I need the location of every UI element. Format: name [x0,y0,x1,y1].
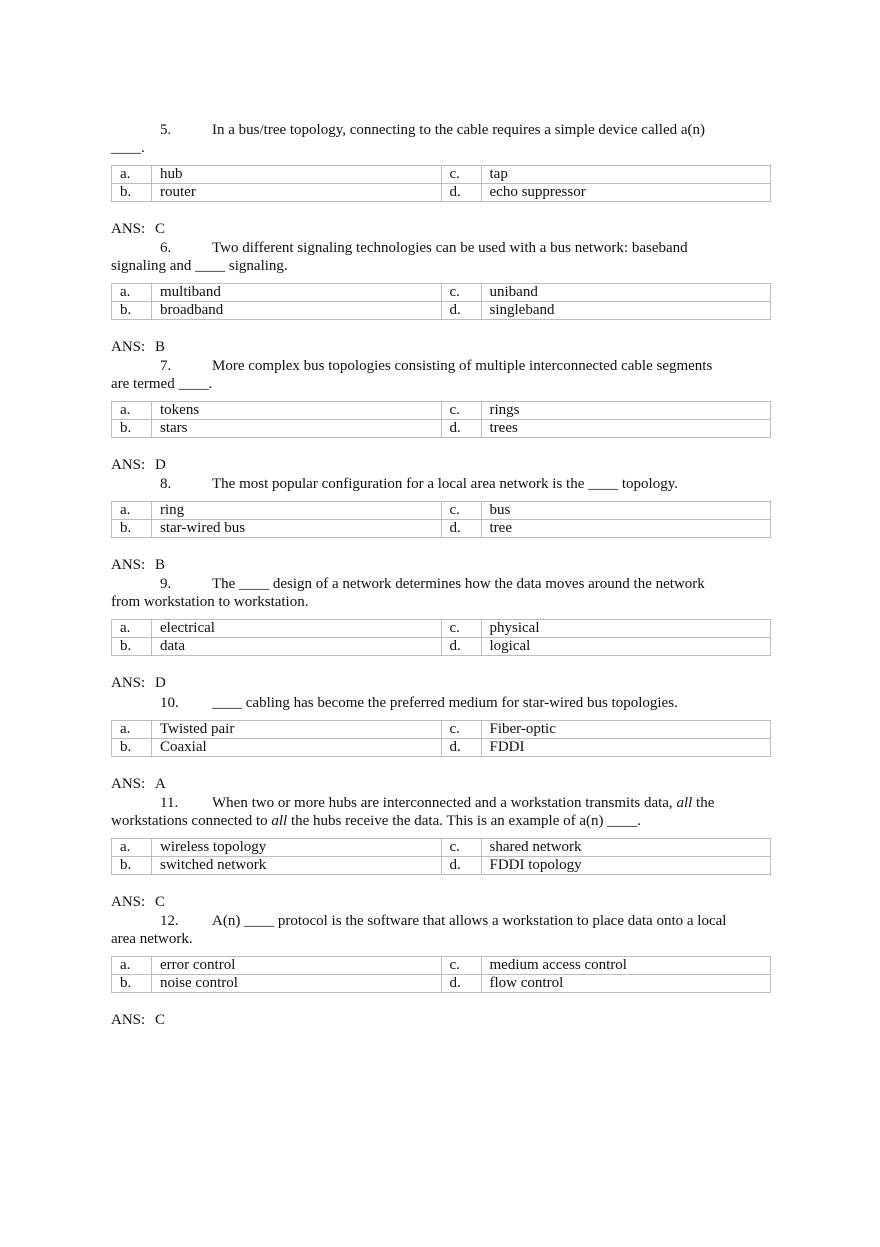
option-text: hub [152,166,442,184]
option-text: uniband [481,284,771,302]
option-text: error control [152,957,442,975]
option-letter: a. [112,839,152,857]
options-row [112,957,771,975]
options-table [111,501,771,538]
option-letter: a. [112,957,152,975]
option-text: echo suppressor [481,184,771,202]
answer-line [111,775,771,793]
options-row [112,620,771,638]
option-letter: b. [112,420,152,438]
option-letter: b. [112,520,152,538]
options-table [111,401,771,438]
option-text: star-wired bus [152,520,442,538]
options-row [112,184,771,202]
option-letter: d. [441,302,481,320]
options-row [112,739,771,757]
option-letter: b. [112,975,152,993]
option-text: switched network [152,857,442,875]
option-letter: b. [112,302,152,320]
option-letter: b. [112,184,152,202]
answer-value: B [155,339,166,355]
question-text-segment: More complex bus topologies consisting of multiple interconnected cable segments [212,358,713,374]
option-text: router [152,184,442,202]
question-text [111,912,771,948]
answer-label: ANS: [111,776,146,792]
option-letter: c. [441,957,481,975]
question-block [111,575,771,692]
options-row [112,166,771,184]
question-text-segment: ____. [111,140,145,156]
options-row [112,721,771,739]
question-text-segment: are termed ____. [111,376,213,392]
answer-label: ANS: [111,557,146,573]
question-text [111,575,771,611]
answer-line [111,456,771,474]
option-text: wireless topology [152,839,442,857]
option-letter: d. [441,739,481,757]
option-letter: a. [112,721,152,739]
question-text [111,694,771,712]
question-text-segment: area network. [111,931,193,947]
option-text: electrical [152,620,442,638]
question-number: 11. [160,795,179,811]
option-letter: c. [441,166,481,184]
question-text-segment: Two different signaling technologies can be used with a bus network: baseband [212,240,688,256]
emphasis-text: all [271,813,288,829]
options-table [111,720,771,757]
answer-label: ANS: [111,1012,146,1028]
answer-value: D [155,457,166,473]
option-text: medium access control [481,957,771,975]
option-text: bus [481,502,771,520]
options-table [111,956,771,993]
question-text [111,794,771,830]
option-text: physical [481,620,771,638]
option-text: data [152,638,442,656]
answer-label: ANS: [111,457,146,473]
option-text: stars [152,420,442,438]
options-row [112,284,771,302]
answer-value: C [155,1012,166,1028]
answer-line [111,674,771,692]
question-number: 12. [160,913,179,929]
options-row [112,857,771,875]
option-letter: d. [441,975,481,993]
option-text: FDDI [481,739,771,757]
answer-value: A [155,776,166,792]
option-text: noise control [152,975,442,993]
question-block [111,357,771,474]
answer-label: ANS: [111,894,146,910]
option-text: multiband [152,284,442,302]
question-block [111,239,771,356]
option-text: FDDI topology [481,857,771,875]
question-text-segment: The ____ design of a network determines how the data moves around the network [212,576,705,592]
answer-value: C [155,221,166,237]
option-letter: c. [441,284,481,302]
option-letter: c. [441,502,481,520]
options-table [111,165,771,202]
option-letter: a. [112,402,152,420]
question-block [111,912,771,1029]
option-letter: c. [441,721,481,739]
options-row [112,402,771,420]
answer-line [111,556,771,574]
option-text: ring [152,502,442,520]
question-block [111,694,771,793]
option-letter: c. [441,839,481,857]
options-row [112,839,771,857]
question-text-segment: A(n) ____ protocol is the software that allows a workstation to place data onto a local [212,913,727,929]
answer-label: ANS: [111,339,146,355]
option-text: tokens [152,402,442,420]
option-text: tree [481,520,771,538]
answer-line [111,220,771,238]
option-letter: a. [112,284,152,302]
option-text: flow control [481,975,771,993]
question-text-segment: from workstation to workstation. [111,594,309,610]
question-text-segment: ____ cabling has become the preferred medium for star-wired bus topologies. [212,695,678,711]
answer-label: ANS: [111,675,146,691]
option-letter: d. [441,520,481,538]
question-block [111,121,771,238]
option-letter: d. [441,638,481,656]
options-row [112,502,771,520]
question-text-segment: When two or more hubs are interconnected and a workstation transmits data, [212,795,677,811]
options-table [111,619,771,656]
option-letter: b. [112,638,152,656]
options-row [112,520,771,538]
option-text: Coaxial [152,739,442,757]
option-letter: c. [441,402,481,420]
question-text-segment: In a bus/tree topology, connecting to the cable requires a simple device called a(n) [212,122,706,138]
question-block [111,794,771,911]
option-text: trees [481,420,771,438]
answer-label: ANS: [111,221,146,237]
question-block [111,475,771,574]
answer-value: D [155,675,166,691]
question-text-segment: workstations connected to [111,813,272,829]
question-text-segment: The most popular configuration for a local area network is the ____ topology. [212,476,678,492]
option-letter: d. [441,184,481,202]
question-number: 10. [160,695,179,711]
options-row [112,420,771,438]
options-table [111,283,771,320]
question-text-segment: signaling and ____ signaling. [111,258,288,274]
question-number: 9. [160,576,172,592]
option-letter: b. [112,739,152,757]
options-row [112,975,771,993]
option-text: tap [481,166,771,184]
option-text: Twisted pair [152,721,442,739]
options-table [111,838,771,875]
option-text: logical [481,638,771,656]
options-row [112,302,771,320]
answer-line [111,893,771,911]
answer-line [111,1011,771,1029]
option-letter: a. [112,620,152,638]
option-letter: d. [441,420,481,438]
options-row [112,638,771,656]
question-text-segment: the [692,795,715,811]
question-text [111,475,771,493]
answer-value: B [155,557,166,573]
option-letter: a. [112,166,152,184]
question-number: 8. [160,476,172,492]
question-text-segment: the hubs receive the data. This is an example of a(n) ____. [287,813,642,829]
question-number: 7. [160,358,172,374]
question-text [111,357,771,393]
question-number: 5. [160,122,172,138]
option-letter: d. [441,857,481,875]
question-text [111,239,771,275]
option-letter: c. [441,620,481,638]
answer-line [111,338,771,356]
emphasis-text: all [676,795,693,811]
question-text [111,121,771,157]
option-letter: b. [112,857,152,875]
answer-value: C [155,894,166,910]
option-text: singleband [481,302,771,320]
option-letter: a. [112,502,152,520]
option-text: Fiber-optic [481,721,771,739]
option-text: rings [481,402,771,420]
option-text: broadband [152,302,442,320]
question-number: 6. [160,240,172,256]
option-text: shared network [481,839,771,857]
